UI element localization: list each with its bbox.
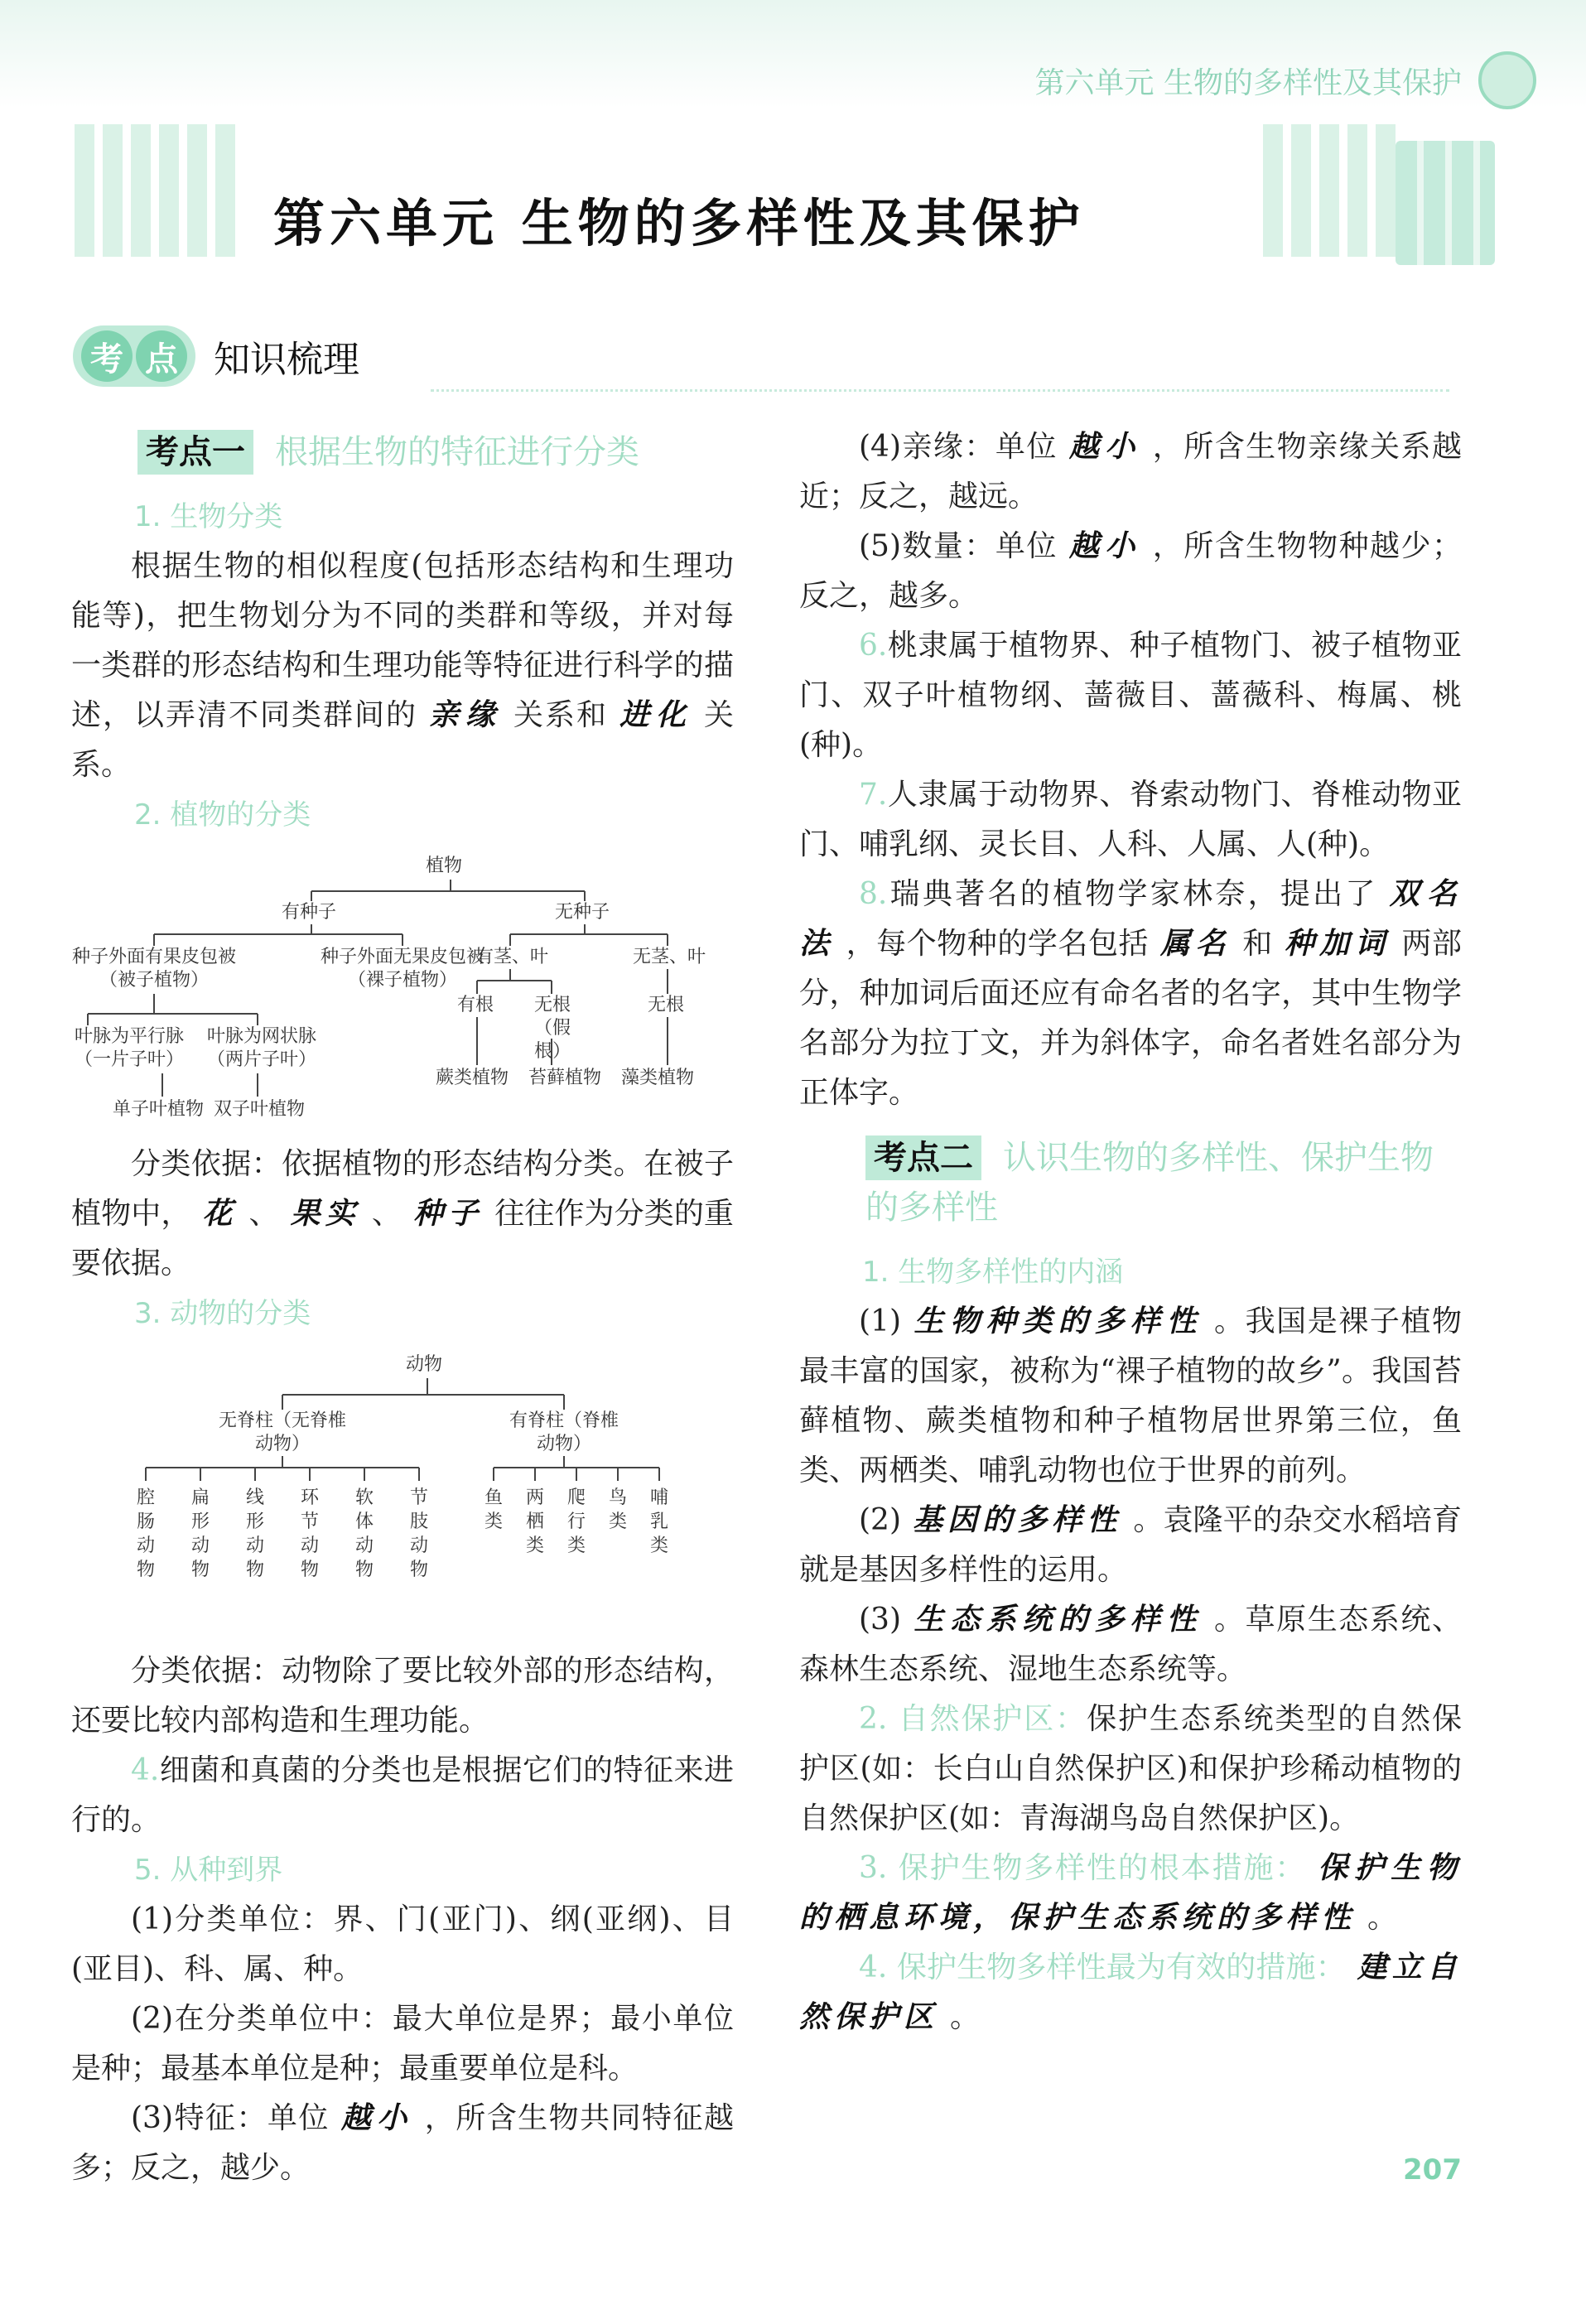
decorative-pattern — [75, 124, 240, 257]
kp1-tag: 考点一 — [137, 430, 253, 475]
tree-node: 无脊柱（无脊椎动物） — [218, 1410, 346, 1454]
paragraph: (4)亲缘：单位 越小 ，所含生物亲缘关系越近；反之，越远。 — [799, 430, 1462, 513]
page-number: 207 — [1403, 2153, 1462, 2187]
tree-node: 有种子 — [282, 902, 337, 923]
answer: 生态系统的多样性 — [913, 1603, 1203, 1637]
badge-char: 点 — [136, 330, 187, 382]
section-label: 知识梳理 — [214, 339, 359, 381]
section-badge — [73, 323, 359, 389]
paragraph: 4.细菌和真菌的分类也是根据它们的特征来进行的。 — [71, 1753, 734, 1837]
badge-char: 考 — [81, 330, 133, 382]
kp2-title: 认识生物的多样性、保护生物的多样性 — [865, 1139, 1434, 1227]
subheading: 5. 从种到界 — [134, 1854, 283, 1887]
paragraph: 6.桃隶属于植物界、种子植物门、被子植物亚门、双子叶植物纲、蔷薇目、蔷薇科、梅属、桃(种)。 — [799, 629, 1462, 762]
paragraph: (3)特征：单位 越小 ，所含生物共同特征越多；反之，越少。 — [71, 2101, 734, 2185]
kp1-title: 根据生物的特征进行分类 — [275, 433, 639, 471]
tree-node: 无种子 — [555, 902, 610, 923]
tree-leaf: 两栖类 — [525, 1487, 544, 1556]
tree-leaf: 哺乳类 — [649, 1487, 668, 1556]
decorative-pattern — [1263, 124, 1396, 257]
answer: 生物种类的多样性 — [913, 1304, 1203, 1338]
answer: 属名 — [1160, 927, 1232, 961]
kp2-heading — [865, 1133, 1462, 1232]
kp1-heading — [137, 427, 734, 477]
tree-node: 无根（假根） — [533, 995, 571, 1062]
tree-lines — [71, 1347, 734, 1637]
paragraph: 分类依据：依据植物的形态结构分类。在被子植物中， 花 、 果实 、 种子 往往作为分类的重要依据。 — [71, 1147, 734, 1280]
paragraph: 分类依据：动物除了要比较外部的形态结构，还要比较内部构造和生理功能。 — [71, 1654, 734, 1738]
paragraph: 4. 保护生物多样性最为有效的措施： 建立自然保护区 。 — [799, 1950, 1462, 2034]
tree-node: 动物 — [406, 1354, 443, 1375]
tree-leaf: 扁形动物 — [190, 1487, 210, 1580]
paragraph: (5)数量：单位 越小 ，所含生物物种越少；反之，越多。 — [799, 529, 1462, 613]
books-icon — [1396, 141, 1495, 265]
tree-node: 单子叶植物 — [113, 1099, 205, 1120]
paragraph: 根据生物的相似程度(包括形态结构和生理功能等)，把生物划分为不同的类群和等级，并对每一类群的形态结构和生理功能等特征进行科学的描述，以弄清不同类群间的 亲缘 关系和 进化 关系。 — [71, 549, 734, 782]
subheading: 1. 生物多样性的内涵 — [862, 1256, 1124, 1289]
kp2-tag: 考点二 — [865, 1135, 981, 1180]
tree-leaf: 线形动物 — [245, 1487, 264, 1580]
answer: 进化 — [619, 698, 692, 732]
paragraph: 8.瑞典著名的植物学家林奈，提出了 双名法 ，每个物种的学名包括 属名 和 种加词 两部分，种加词后面还应有命名者的名字，其中生物学名部分为拉丁文，并为斜体字，命名者姓名部分为正体字。 — [799, 877, 1462, 1110]
tree-node: 叶脉为平行脉（一片子叶） — [74, 1026, 184, 1070]
paragraph: 2. 自然保护区：保护生态系统类型的自然保护区(如：长白山自然保护区)和保护珍稀动植物的自然保护区(如：青海湖鸟岛自然保护区)。 — [799, 1702, 1462, 1835]
tree-node: 种子外面有果皮包被（被子植物） — [71, 947, 236, 991]
answer: 亲缘 — [428, 698, 502, 732]
kaodian-badge — [73, 325, 195, 387]
answer: 种子 — [412, 1197, 484, 1231]
paragraph: (1)分类单位：界、门(亚门)、纲(亚纲)、目(亚目)、科、属、种。 — [71, 1902, 734, 1986]
paragraph: (2)在分类单位中：最大单位是界；最小单位是种；最基本单位是种；最重要单位是科。 — [71, 2002, 734, 2085]
subheading: 1. 生物分类 — [134, 500, 283, 533]
tree-leaf: 软体动物 — [354, 1487, 374, 1580]
answer: 越小 — [340, 2101, 413, 2135]
right-column — [799, 422, 1462, 2042]
answer: 基因的多样性 — [913, 1503, 1122, 1537]
tree-node: 藻类植物 — [621, 1068, 695, 1088]
answer: 越小 — [1068, 529, 1141, 563]
tree-leaf: 节肢动物 — [409, 1487, 428, 1580]
tree-node: 植物 — [426, 856, 463, 876]
tree-node: 有根 — [457, 995, 494, 1015]
paragraph: (3) 生态系统的多样性 。草原生态系统、森林生态系统、湿地生态系统等。 — [799, 1603, 1462, 1686]
tree-node: 有脊柱（脊椎动物） — [509, 1410, 619, 1454]
tree-node: 苔藓植物 — [528, 1068, 602, 1088]
answer: 花 — [202, 1197, 238, 1231]
plant-classification-tree — [71, 848, 734, 1130]
answer: 保护生物的栖息环境，保护生态系统的多样性 — [799, 1851, 1462, 1935]
paragraph: (1) 生物种类的多样性 。我国是裸子植物最丰富的国家，被称为“裸子植物的故乡”。我国苔藓植物、蕨类植物和种子植物居世界第三位，鱼类、两栖类、哺乳动物也位于世界的前列。 — [799, 1304, 1462, 1487]
tree-leaf: 鸟类 — [608, 1487, 627, 1532]
mascot-icon — [1478, 51, 1536, 109]
tree-node: 双子叶植物 — [214, 1099, 306, 1120]
tree-leaf: 腔肠动物 — [136, 1487, 155, 1580]
paragraph: 3. 保护生物多样性的根本措施： 保护生物的栖息环境，保护生态系统的多样性 。 — [799, 1851, 1462, 1935]
answer: 建立自然保护区 — [799, 1950, 1462, 2034]
paragraph: 7.人隶属于动物界、脊索动物门、脊椎动物亚门、哺乳纲、灵长目、人科、人属、人(种)。 — [799, 778, 1462, 861]
tree-node: 无根 — [648, 995, 685, 1015]
tree-node: 无茎、叶 — [633, 947, 706, 967]
tree-node: 有茎、叶 — [475, 947, 549, 967]
tree-node: 叶脉为网状脉（两片子叶） — [206, 1026, 316, 1070]
tree-leaf: 鱼类 — [484, 1487, 503, 1532]
paragraph: (2) 基因的多样性 。袁隆平的杂交水稻培育就是基因多样性的运用。 — [799, 1503, 1462, 1587]
animal-classification-tree — [71, 1347, 734, 1637]
tree-leaf: 环节动物 — [300, 1487, 319, 1580]
subheading: 3. 动物的分类 — [134, 1297, 311, 1330]
chapter-title: 第六单元 生物的多样性及其保护 — [273, 193, 1085, 253]
tree-leaf: 爬行类 — [566, 1487, 586, 1556]
answer: 双名法 — [799, 877, 1462, 961]
tree-node: 蕨类植物 — [436, 1068, 509, 1088]
answer: 越小 — [1068, 430, 1141, 464]
divider — [431, 389, 1449, 392]
answer: 种加词 — [1284, 927, 1391, 961]
tree-node: 种子外面无果皮包被（裸子植物） — [320, 947, 484, 991]
answer: 果实 — [290, 1197, 360, 1231]
left-column — [71, 422, 734, 2193]
running-head: 第六单元 生物的多样性及其保护 — [1034, 66, 1462, 100]
subheading: 2. 植物的分类 — [134, 798, 311, 832]
